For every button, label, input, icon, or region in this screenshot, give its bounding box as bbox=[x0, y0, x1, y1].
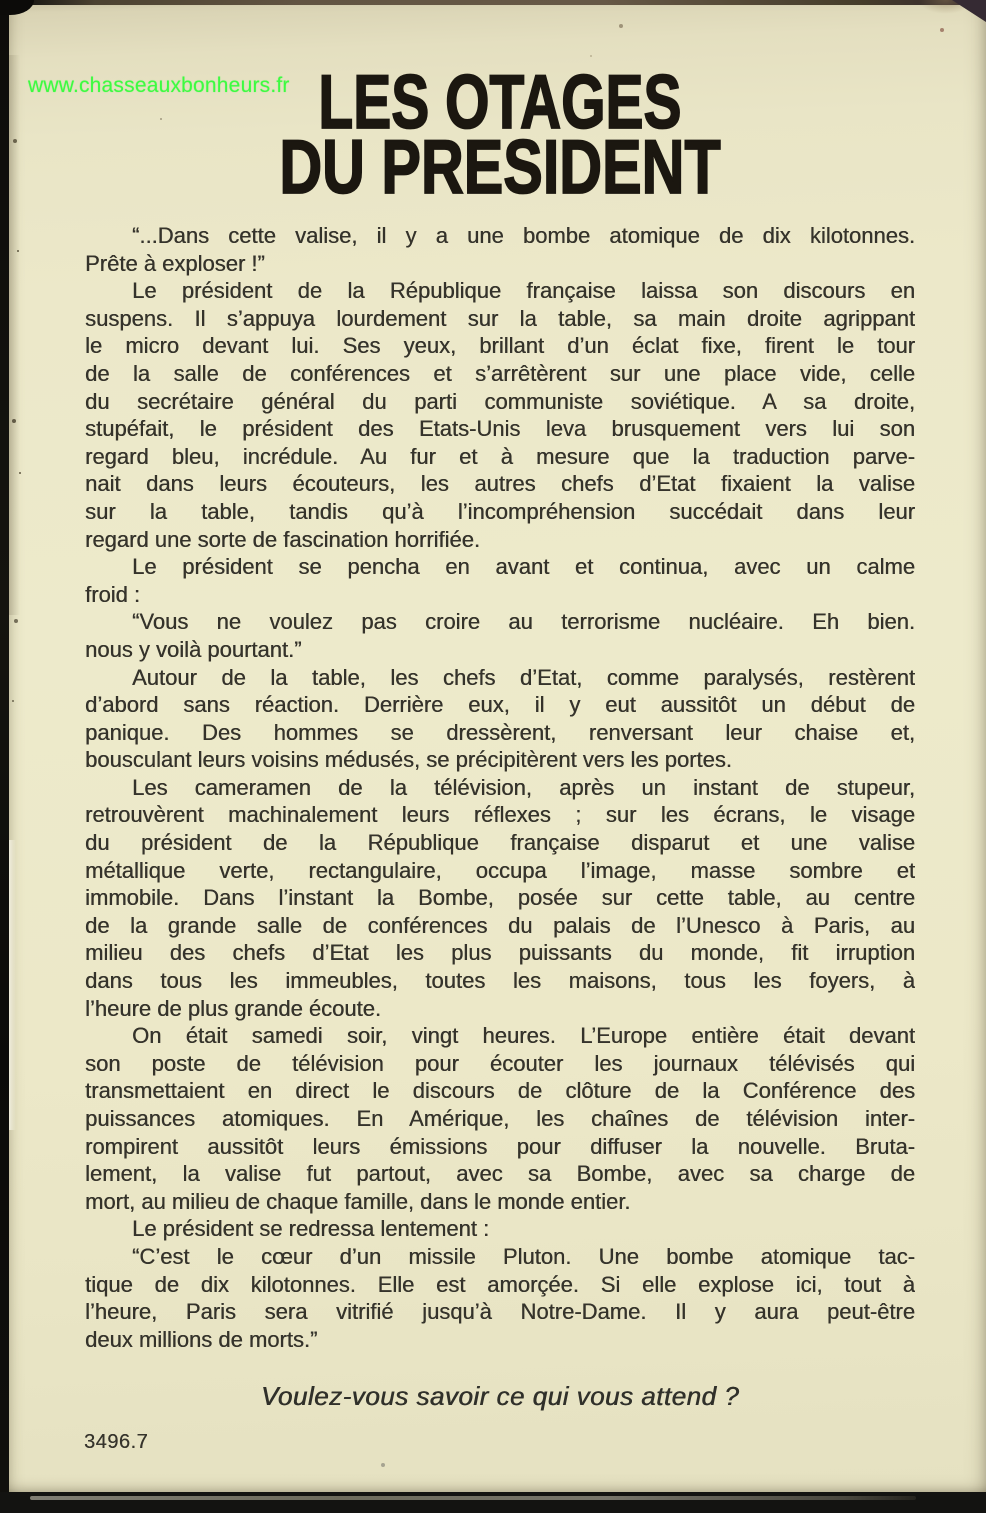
text-line: son poste de télévision pour écouter les journaux télévisés qui bbox=[85, 1050, 915, 1076]
text-line: l’heure de plus grande écoute. bbox=[85, 995, 381, 1021]
text-line: le micro devant lui. Ses yeux, brillant d’un éclat fixe, firent le tour bbox=[85, 333, 915, 359]
text-line: lement, la valise fut partout, avec sa Bombe, avec sa charge de bbox=[85, 1161, 915, 1187]
text-line: Le président de la République française laissa son discours en bbox=[132, 278, 915, 304]
text-line: l’heure, Paris sera vitrifié jusqu’à Notre-Dame. Il y aura peut-être bbox=[85, 1299, 915, 1325]
text-line: regard une sorte de fascination horrifiée. bbox=[85, 526, 481, 552]
text-line: mort, au milieu de chaque famille, dans le monde entier. bbox=[85, 1188, 631, 1214]
title-line-1: LES OTAGES bbox=[318, 60, 682, 145]
photo-corner-top-right bbox=[952, 0, 986, 22]
text-line: rompirent aussitôt leurs émissions pour diffuser la nouvelle. Bruta- bbox=[85, 1133, 915, 1159]
text-line: nous y voilà pourtant.” bbox=[85, 636, 302, 662]
text-line: Prête à exploser !” bbox=[85, 250, 265, 276]
text-line: “Vous ne voulez pas croire au terrorisme nucléaire. Eh bien. bbox=[132, 609, 915, 635]
text-line: suspens. Il s’appuya lourdement sur la table, sa main droite agrippant bbox=[85, 305, 915, 331]
text-line: “...Dans cette valise, il y a une bombe atomique de dix kilotonnes. bbox=[132, 223, 915, 248]
watermark-url: www.chasseauxbonheurs.fr bbox=[28, 74, 290, 97]
text-line: du président de la République française disparut et une valise bbox=[85, 830, 915, 856]
paragraph bbox=[85, 277, 915, 553]
paragraph bbox=[85, 222, 915, 277]
text-line: milieu des chefs d’Etat les plus puissants du monde, fit irruption bbox=[85, 940, 915, 966]
photo-specks bbox=[0, 0, 2, 2]
text-line: Autour de la table, les chefs d’Etat, comme paralysés, restèrent bbox=[132, 664, 915, 690]
text-line: puissances atomiques. En Amérique, les chaînes de télévision inter- bbox=[85, 1106, 915, 1131]
text-line: transmettaient en direct le discours de clôture de la Conférence des bbox=[85, 1078, 915, 1104]
text-line: de la grande salle de conférences du palais de l’Unesco à Paris, au bbox=[85, 912, 915, 938]
text-line: regard bleu, incrédule. Au fur et à mesure que la traduction parve- bbox=[85, 443, 915, 469]
text-line: dans tous les immeubles, toutes les maisons, tous les foyers, à bbox=[85, 968, 915, 994]
paragraph bbox=[85, 1243, 915, 1353]
text-line: “C’est le cœur d’un missile Pluton. Une bombe atomique tac- bbox=[132, 1243, 915, 1269]
text-line: du secrétaire général du parti communiste soviétique. A sa droite, bbox=[85, 388, 915, 414]
text-line: Le président se redressa lentement : bbox=[132, 1216, 490, 1242]
text-line: On était samedi soir, vingt heures. L’Europe entière était devant bbox=[132, 1023, 915, 1049]
photo-edge-left bbox=[0, 0, 9, 1513]
paragraph bbox=[85, 608, 915, 663]
photo-edge-top bbox=[0, 0, 986, 5]
back-cover-blurb bbox=[85, 222, 915, 1353]
spine-highlight bbox=[9, 840, 16, 1130]
text-line: métallique verte, rectangulaire, occupa l’image, masse sombre et bbox=[85, 857, 915, 883]
text-line: immobile. Dans l’instant la Bombe, posée sur cette table, au centre bbox=[85, 885, 915, 911]
text-line: panique. Des hommes se dressèrent, renversant leur chaise et, bbox=[85, 719, 915, 745]
paragraph bbox=[85, 664, 915, 774]
spine-wear-band bbox=[9, 55, 25, 615]
paragraph bbox=[85, 553, 915, 608]
text-line: de la salle de conférences et s’arrêtèrent sur une place vide, celle bbox=[85, 360, 915, 386]
text-line: bousculant leurs voisins médusés, se précipitèrent vers les portes. bbox=[85, 747, 732, 773]
book-page-edges bbox=[30, 1496, 916, 1500]
catalog-number: 3496.7 bbox=[84, 1431, 149, 1453]
text-line: deux millions de morts.” bbox=[85, 1326, 318, 1352]
text-line: Les cameramen de la télévision, après un instant de stupeur, bbox=[132, 774, 915, 800]
text-line: froid : bbox=[85, 581, 141, 607]
text-line: nait dans leurs écouteurs, les autres chefs d’Etat fixaient la valise bbox=[85, 471, 915, 497]
text-line: retrouvèrent machinalement leurs réflexes ; sur les écrans, le visage bbox=[85, 802, 915, 828]
text-line: tique de dix kilotonnes. Elle est amorçée. Si elle explose ici, tout à bbox=[85, 1271, 915, 1297]
paragraph bbox=[85, 1215, 915, 1243]
text-line: Le président se pencha en avant et continua, avec un calme bbox=[132, 554, 915, 580]
photo-edge-bottom bbox=[0, 1492, 986, 1513]
paragraph bbox=[85, 1022, 915, 1215]
text-line: sur la table, tandis qu’à l’incompréhension succédait dans leur bbox=[85, 498, 915, 524]
text-line: d’abord sans réaction. Derrière eux, il y eut aussitôt un début de bbox=[85, 692, 915, 718]
tagline: Voulez-vous savoir ce qui vous attend ? bbox=[260, 1381, 740, 1411]
text-line: stupéfait, le président des Etats-Unis leva brusquement vers lui son bbox=[85, 416, 915, 442]
paragraph bbox=[85, 774, 915, 1022]
title-line-2: DU PRESIDENT bbox=[279, 125, 721, 210]
